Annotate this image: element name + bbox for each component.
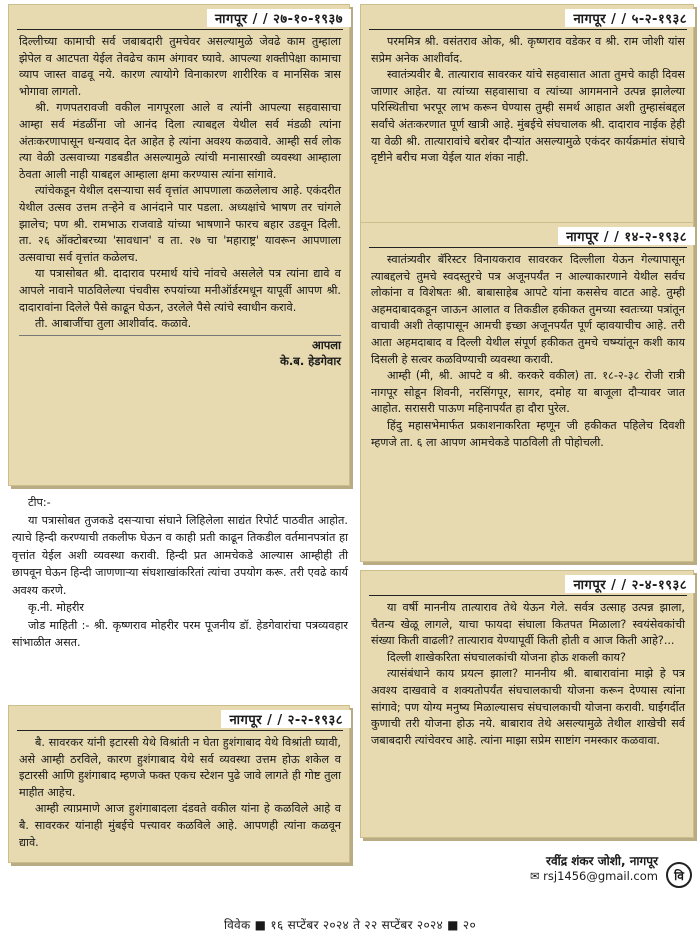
letter-paragraph: बै. सावरकर यांनी इटारसी येथे विश्रांती न घेता हुशंगाबाद येथे विश्रांती घ्यावी, असे आम्ही ठरविले, कारण हुशंगाबाद येथे सर्व व्यवस्था उत्तम होऊ शकेल व इटारसी आणि हुशंगाबाद म्हणजे फक्त एकच स्टेशन पुढे जावे लागते ही गोष्ट तुला माहीत आहेच. — [19, 736, 341, 799]
letter-paragraph: दिल्ली शाखेकरिता संघचालकांची योजना होऊ शकली काय? — [387, 650, 626, 664]
letter-paragraph: परममित्र श्री. वसंतराव ओक, श्री. कृष्णराव वडेकर व श्री. राम जोशी यांस सप्रेम अनेक आशीर्वाद. — [371, 35, 685, 65]
author-name: रवींद्र शंकर जोशी, नागपूर — [546, 854, 658, 868]
note-label: टीप:- — [28, 496, 51, 509]
note-signature: कृ.नी. मोहरीर — [28, 601, 84, 614]
letter-1938-02-02 — [8, 705, 350, 863]
letter-date: नागपूर / / १४-२-१९३८ — [558, 227, 695, 245]
letter-header — [17, 710, 343, 731]
letter-paragraph: ती. आबाजींचा तुला आशीर्वाद. कळावे. — [35, 317, 192, 331]
letter-paragraph: स्वातंत्र्यवीर बॅरिस्टर विनायकराव सावरकर दिल्लीला येऊन गेल्यापासून त्याबद्दलचे तुमचे स्वदस्तुरचे पत्र अजूनपर्यंत न आल्याकारणाने येथील सर्वच लोकांना व विशेषतः श्री. बाबासाहेब आपटे यांना कससेच वाटत आहे. तुम्ही अहमदाबादकडून जाऊन आलात व तिकडील हकीकत तुमच्या स्वतःच्या पत्रांतून वाचावी अशी तेव्हापासून आमची इच्छा अजूनपर्यंत पूर्ण व्हावयाचीच आहे. तरी आता अहमदाबाद व दिल्ली येथील संपूर्ण हकीकत तुमचे चष्म्यांतून कशी काय दिसली हे सत्वर कळविण्याची व्यवस्था करावी. — [371, 253, 685, 366]
letter-paragraph: या पत्रासोबत श्री. दादाराव परमार्थ यांचे नांवचे असलेले पत्र त्यांना द्यावे व आपले नावाने पाठविलेल्या पंचवीस रुपयांच्या मनीऑर्डरमधून यापूर्वी आपण श्री. दादारावांना दिलेले पैसे काढून घेऊन, उरलेले पैसे त्यांचे स्वाधीन करावे. — [19, 267, 341, 314]
note-section — [12, 494, 348, 652]
letter-date: नागपूर / / २-२-१९३८ — [221, 710, 351, 728]
author-email-line — [530, 869, 658, 883]
letter-1938-02-14 — [360, 222, 694, 562]
envelope-icon: ✉ — [529, 869, 540, 883]
letter-date: नागपूर / / ५-२-१९३८ — [565, 9, 695, 27]
letter-header — [369, 227, 687, 248]
letter-paragraph: या वर्षी माननीय तात्याराव तेथे येऊन गेले. सर्वत्र उत्साह उत्पन्न झाला, चैतन्य खेळू लागले, याचा फायदा संघाला कितपत मिळाला? स्वयंसेवकांची संख्या किती वाढली? तात्याराव येण्यापूर्वी किती होती व आज किती आहे?... — [371, 601, 685, 648]
letter-header — [17, 9, 343, 30]
letter-paragraph: आम्ही त्याप्रमाणे आज हुशंगाबादला दंडवते वकील यांना हे कळविले आहे व बै. सावरकर यांनाही मुंबईचे पत्त्यावर कळविले आहे. आपणही त्यांना कळवून द्यावे. — [19, 802, 341, 849]
page-footer: विवेक ■ १६ सप्टेंबर २०२४ ते २२ सप्टेंबर २०२४ ■ २० — [223, 918, 477, 932]
signature-block — [19, 335, 341, 369]
letter-1938-04-02 — [360, 570, 694, 838]
signature-name: के.ब. हेडगेवार — [280, 353, 341, 368]
letter-date: नागपूर / / २-४-१९३८ — [565, 575, 695, 593]
letter-header — [369, 9, 687, 30]
note-extra-info: जोड माहिती :- श्री. कृष्णराव मोहरीर परम पूजनीय डॉ. हेडगेवारांचा पत्रव्यवहार सांभाळीत असत. — [12, 618, 348, 649]
logo-text: वि — [674, 868, 684, 883]
author-block — [530, 852, 658, 883]
letter-header — [369, 575, 687, 596]
signature-salutation: आपला — [311, 337, 341, 352]
letter-paragraph: स्वातंत्र्यवीर बै. तात्याराव सावरकर यांचे सहवासात आता तुमचे काही दिवस जाणार आहेत. या त्यांच्या सहवासाचा व त्यांच्या आगमनाने उत्पन्न झालेल्या परिस्थितीचा भरपूर लाभ करून घेण्यास तुम्ही समर्थ आहात अशी तुम्हासंबद्दल सर्वांचे अंतःकरणात पूर्ण खात्री आहे. मुंबईचे संघचालक श्री. दादाराव नाईक हेही या वेळी श्री. तात्यारावांचे बरोबर दौऱ्यांत असल्यामुळे एकंदर कार्यक्रमांत संघाचे दृष्टीने बरीच मजा येईल यात शंका नाही. — [371, 68, 685, 165]
letter-paragraph: आम्ही (मी, श्री. आपटे व श्री. करकरे वकील) ता. १८-२-३८ रोजी रात्री नागपूर सोडून शिवनी, नरसिंगपूर, सागर, दमोह या बाजूला दौऱ्यावर जात आहोत. सरासरी पाऊण महिनापर्यंत हा दौरा पुरेल. — [371, 369, 685, 416]
letter-1938-02-05 — [360, 4, 694, 236]
letter-paragraph: दिल्लीच्या कामाची सर्व जबाबदारी तुमचेवर असल्यामुळे जेवढे काम तुम्हाला झेपेल व आटपता येईल तेवढेच काम अंगावर घ्यावे. आपल्या शक्तीपेक्षा कामाचा व्याप जास्त वाढवू नये. कारण त्यायोगे विनाकारण शारीरिक व मानसिक त्रास भोगावा लागतो. — [19, 35, 341, 98]
note-text: या पत्रासोबत तुजकडे दसऱ्याचा संघाने लिहिलेला साद्यंत रिपोर्ट पाठवीत आहोत. त्याचे हिन्दी करण्याची तकलीफ घेऊन व काही प्रती काढून तिकडील वर्तमानपत्रांत हा वृत्तांत येईल अशी व्यवस्था करावी. हिन्दी प्रत आमचेकडे आल्यास आम्हीही ती छापवून घेऊन हिन्दी जाणणाऱ्या संघशाखांकरितां त्यांचा उपयोग करू. तरी एवढे कार्य अवश्य करणे. — [12, 513, 348, 597]
letter-paragraph: हिंदु महासभेमार्फत प्रकाशनाकरिता म्हणून जी हकीकत पहिलेच दिवशी म्हणजे ता. ६ ला आपण आमचेकडे पाठविली ती पोहोचली. — [371, 418, 685, 449]
author-email[interactable]: rsj1456@gmail.com — [543, 869, 658, 883]
vivek-logo-icon — [666, 862, 692, 888]
letter-paragraph: श्री. गणपतरावजी वकील नागपूरला आले व त्यांनी आपल्या सहवासाचा आम्हा सर्व मंडळींना जो आनंद दिला त्याबद्दल येथील सर्व मंडळी त्यांना अंतःकरणापासून धन्यवाद देत आहेत हे त्यांना अवश्य कळवावे. आम्ही सर्व लोक त्या वेळी उत्सवाच्या गडबडीत असल्यामुळे त्यांची मनासारखी व्यवस्था आम्हाला ठेवता आली नाही याबद्दल आम्हाला क्षमा करण्यास त्यांना सांगावे. — [19, 101, 341, 181]
letter-date: नागपूर / / २७-१०-१९३७ — [207, 9, 351, 27]
letter-paragraph: त्यासंबंधाने काय प्रयत्न झाला? माननीय श्री. बाबारावांना माझे हे पत्र अवश्य दाखवावे व शक्यतोपर्यंत संघचालकाची योजना करून देण्यास त्यांना सांगावे; पण योग्य मनुष्य मिळाल्यासच संघचालकाची योजना करावी. घाईगर्दीत कुणाची तरी योजना होऊ नये. बाबाराव तेथे असल्यामुळे तेथील शाखेची सर्व जबाबदारी त्यांचेवरच आहे. त्यांना माझा सप्रेम साष्टांग नमस्कार कळवावा. — [371, 667, 685, 747]
letter-1937-10-27 — [8, 4, 350, 486]
letter-paragraph: त्यांचेकडून येथील दसऱ्याचा सर्व वृत्तांत आपणाला कळलेलाच आहे. एकंदरीत येथील उत्सव उत्तम तऱ्हेने व आनंदाने पार पडला. अध्यक्षांचे भाषण तर चांगले झालेच; पण श्री. रामभाऊ राजवाडे यांच्या भाषणाने फारच बहार उडवून दिली. ता. २६ ऑक्टोबरच्या 'सावधान' व ता. २७ चा 'महाराष्ट्र' यावरून आपणाला उत्सवाचा सर्व वृत्तांत कळेलच. — [19, 184, 341, 264]
